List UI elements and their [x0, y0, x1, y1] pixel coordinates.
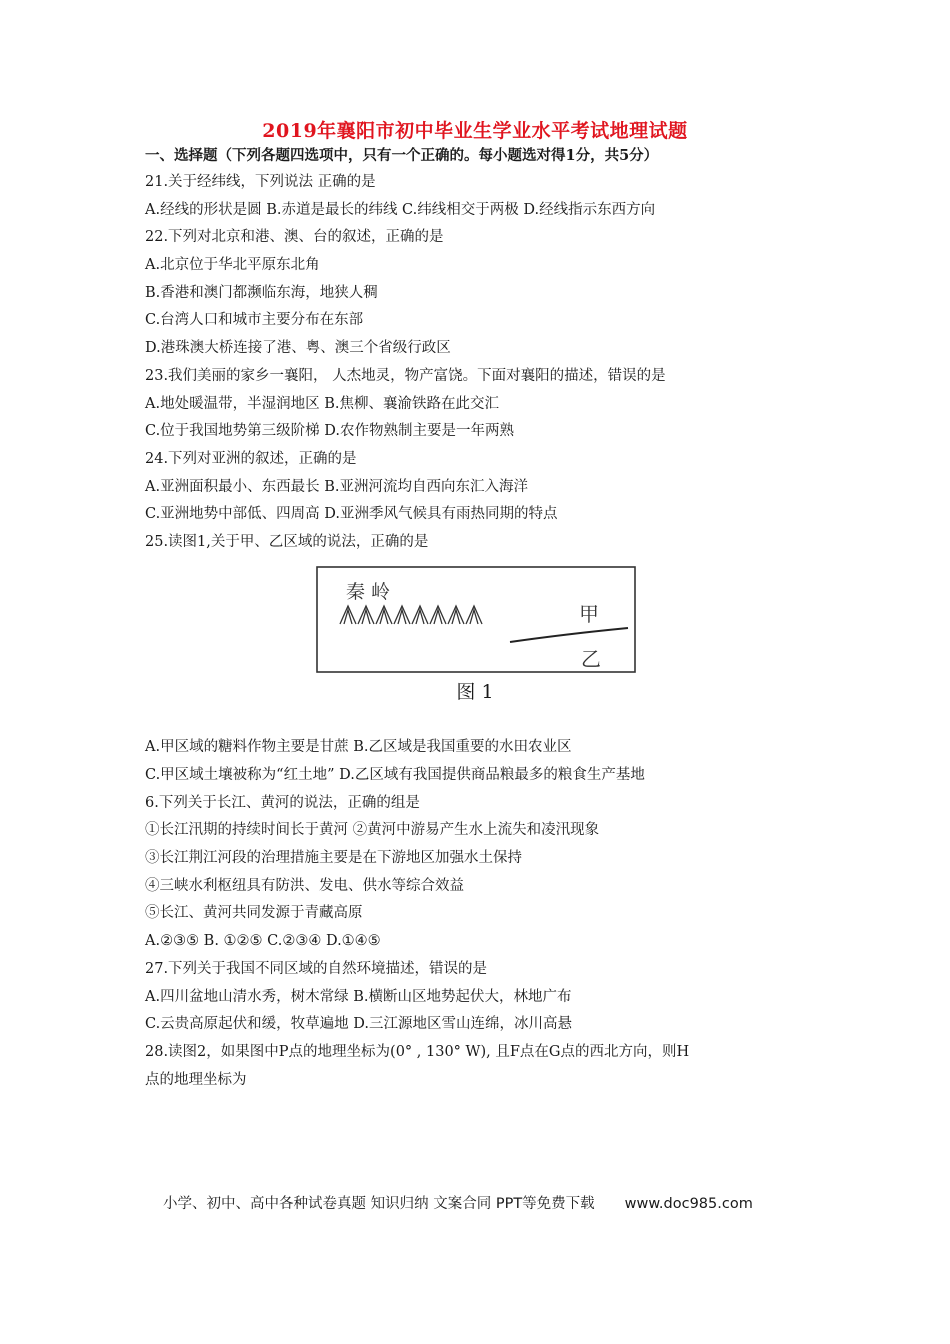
question-line: 点的地理坐标为	[145, 1072, 247, 1088]
region-jia-label: 甲	[579, 602, 599, 626]
question-line: 28.读图2，如果图中P点的地理坐标为(0° , 130° W), 且F点在G点的西北方向，则H	[145, 1044, 690, 1060]
figure-1-map	[316, 566, 636, 681]
figure-caption: 图 1	[456, 681, 494, 703]
question-line: 23.我们美丽的家乡一襄阳， 人杰地灵，物产富饶。下面对襄阳的描述，错误的是	[145, 368, 666, 384]
footer-text: 小学、初中、高中各种试卷真题 知识归纳 文案合同 PPT等免费下载	[163, 1196, 595, 1212]
question-line: D.港珠澳大桥连接了港、粤、澳三个省级行政区	[145, 340, 451, 356]
question-line: C.位于我国地势第三级阶梯 D.农作物熟制主要是一年两熟	[145, 423, 515, 439]
question-line: A.地处暖温带，半湿润地区 B.焦柳、襄渝铁路在此交汇	[145, 396, 499, 412]
section-heading: 一、选择题（下列各题四选项中，只有一个正确的。每小题选对得1分，共5分）	[145, 147, 659, 164]
question-line: 21.关于经纬线，下列说法 正确的是	[145, 174, 376, 190]
region-yi-label: 乙	[581, 647, 601, 671]
page-title: 2019年襄阳市初中毕业生学业水平考试地理试题	[262, 120, 688, 142]
question-line: C.云贵高原起伏和缓，牧草遍地 D.三江源地区雪山连绵，冰川高悬	[145, 1016, 573, 1032]
mountain-range-icon	[340, 606, 482, 624]
question-line: ④三峡水利枢纽具有防洪、发电、供水等综合效益	[145, 878, 464, 894]
mountain-label: 秦 岭	[346, 581, 391, 603]
question-line: B.香港和澳门都濒临东海，地狭人稠	[145, 285, 378, 301]
question-line: 25.读图1,关于甲、乙区域的说法，正确的是	[145, 534, 429, 550]
boundary-line	[510, 628, 628, 642]
question-line: 22.下列对北京和港、澳、台的叙述，正确的是	[145, 229, 444, 245]
question-line: A.②③⑤ B. ①②⑤ C.②③④ D.①④⑤	[145, 933, 381, 949]
question-line: ③长江荆江河段的治理措施主要是在下游地区加强水土保持	[145, 850, 522, 866]
footer-url-link[interactable]: www.doc985.com	[624, 1196, 753, 1212]
page-footer	[163, 1192, 753, 1213]
question-line: ⑤长江、黄河共同发源于青藏高原	[145, 905, 363, 921]
question-line: C.台湾人口和城市主要分布在东部	[145, 312, 364, 328]
question-line: 27.下列关于我国不同区域的自然环境描述，错误的是	[145, 961, 488, 977]
question-line: A.经线的形状是圆 B.赤道是最长的纬线 C.纬线相交于两极 D.经线指示东西方向	[145, 202, 656, 218]
question-line: 6.下列关于长江、黄河的说法，正确的组是	[145, 795, 420, 811]
question-line: A.四川盆地山清水秀，树木常绿 B.横断山区地势起伏大，林地广布	[145, 989, 572, 1005]
question-line: A.亚洲面积最小、东西最长 B.亚洲河流均自西向东汇入海洋	[145, 479, 528, 495]
question-line: A.北京位于华北平原东北角	[145, 257, 320, 273]
question-line: C.甲区域土壤被称为“红土地” D.乙区域有我国提供商品粮最多的粮食生产基地	[145, 767, 645, 783]
question-line: ①长江汛期的持续时间长于黄河 ②黄河中游易产生水上流失和凌汛现象	[145, 822, 600, 838]
question-line: C.亚洲地势中部低、四周高 D.亚洲季风气候具有雨热同期的特点	[145, 506, 558, 522]
question-line: A.甲区域的糖料作物主要是甘蔗 B.乙区域是我国重要的水田农业区	[145, 739, 572, 755]
question-line: 24.下列对亚洲的叙述，正确的是	[145, 451, 357, 467]
